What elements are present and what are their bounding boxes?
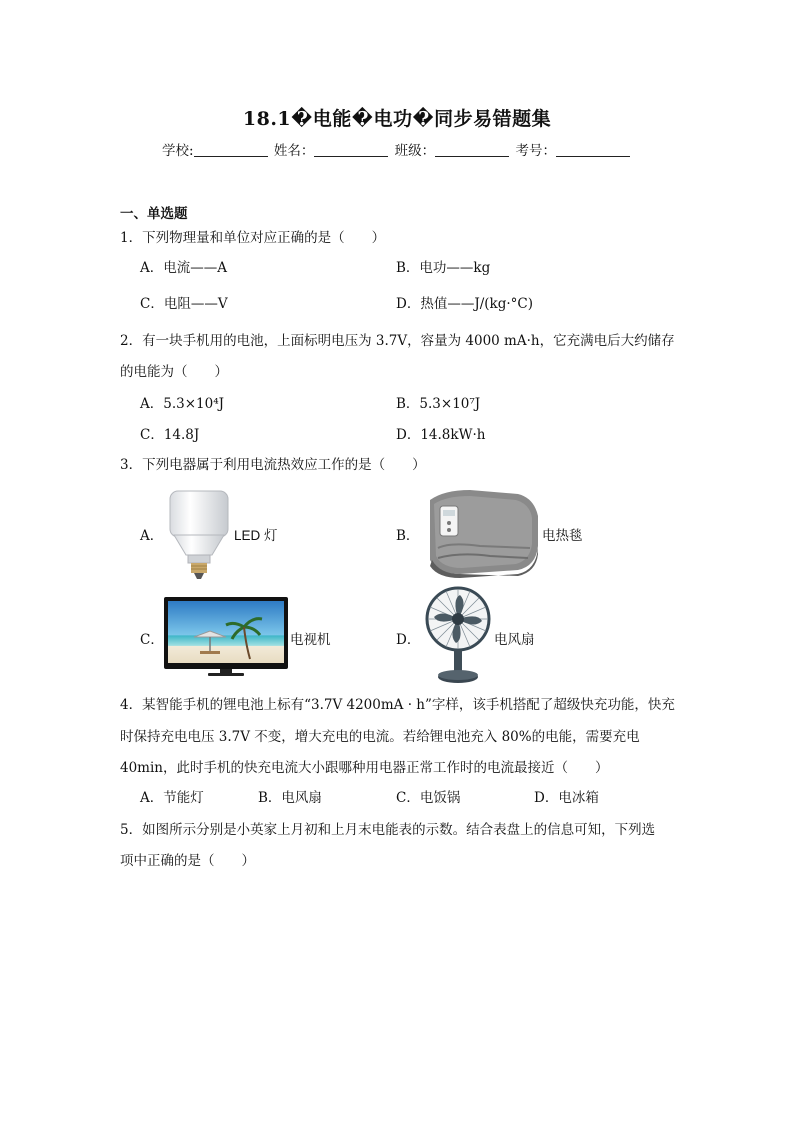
q3-option-d-letter[interactable]: D． — [396, 632, 421, 648]
q3-option-a-letter[interactable]: A． — [140, 528, 164, 544]
school-blank[interactable] — [194, 142, 268, 157]
question-2-stem-line1: 2．有一块手机用的电池，上面标明电压为 3.7V，容量为 4000 mA·h，它充满电后大约储存 — [120, 333, 675, 349]
name-blank[interactable] — [314, 142, 388, 157]
q3-option-d-label: 电风扇 — [494, 632, 535, 647]
electric-blanket-icon — [420, 486, 542, 578]
question-3-stem: 3．下列电器属于利用电流热效应工作的是（ ） — [120, 457, 426, 473]
electric-fan-icon — [422, 585, 494, 687]
school-label: 学校: — [162, 143, 194, 159]
page-title: 18.1�电能�电功�同步易错题集 — [242, 108, 552, 130]
tv-icon — [164, 597, 288, 677]
q4-option-d[interactable]: D．电冰箱 — [534, 790, 599, 806]
q3-option-c-label: 电视机 — [290, 632, 331, 647]
q2-option-b[interactable]: B．5.3×10⁷J — [396, 396, 481, 412]
question-1-stem: 1．下列物理量和单位对应正确的是（ ） — [120, 230, 386, 246]
q2-option-c[interactable]: C．14.8J — [140, 427, 200, 443]
q2-option-d[interactable]: D．14.8kW·h — [396, 427, 486, 443]
class-label: 班级： — [394, 143, 436, 159]
q3-option-a-label: LED 灯 — [234, 528, 278, 543]
question-4-stem-line1: 4．某智能手机的锂电池上标有“3.7V 4200mA · h”字样，该手机搭配了超级快充功能，快充 — [120, 697, 675, 713]
q1-option-a[interactable]: A．电流——A — [140, 260, 227, 276]
q4-option-c[interactable]: C．电饭锅 — [396, 790, 461, 806]
q1-option-b[interactable]: B．电功——kg — [396, 260, 491, 276]
q3-option-c-letter[interactable]: C． — [140, 632, 164, 648]
q3-option-b-letter[interactable]: B． — [396, 528, 420, 544]
q2-option-a[interactable]: A．5.3×10⁴J — [140, 396, 225, 412]
q4-option-b[interactable]: B．电风扇 — [258, 790, 322, 806]
question-5-stem-line1: 5．如图所示分别是小英家上月初和上月末电能表的示数。结合表盘上的信息可知，下列选 — [120, 822, 656, 838]
q1-option-c[interactable]: C．电阻——V — [140, 296, 228, 312]
class-blank[interactable] — [435, 142, 509, 157]
led-bulb-icon — [166, 489, 232, 581]
question-2-stem-line2: 的电能为（ ） — [120, 364, 228, 380]
q1-option-d[interactable]: D．热值——J/(kg·°C) — [396, 296, 534, 312]
exam-number-blank[interactable] — [556, 142, 630, 157]
name-label: 姓名： — [273, 143, 315, 159]
q4-option-a[interactable]: A．节能灯 — [140, 790, 204, 806]
question-4-stem-line2: 时保持充电电压 3.7V 不变，增大充电的电流。若给锂电池充入 80%的电能，需要充电 — [120, 729, 640, 745]
section-heading: 一、单选题 — [120, 206, 188, 222]
exam-number-label: 考号： — [515, 143, 556, 159]
student-info-line — [0, 139, 794, 159]
question-4-stem-line3: 40min，此时手机的快充电流大小跟哪种用电器正常工作时的电流最接近（ ） — [120, 760, 609, 776]
question-5-stem-line2: 项中正确的是（ ） — [120, 853, 255, 869]
q3-option-b-label: 电热毯 — [542, 528, 583, 543]
